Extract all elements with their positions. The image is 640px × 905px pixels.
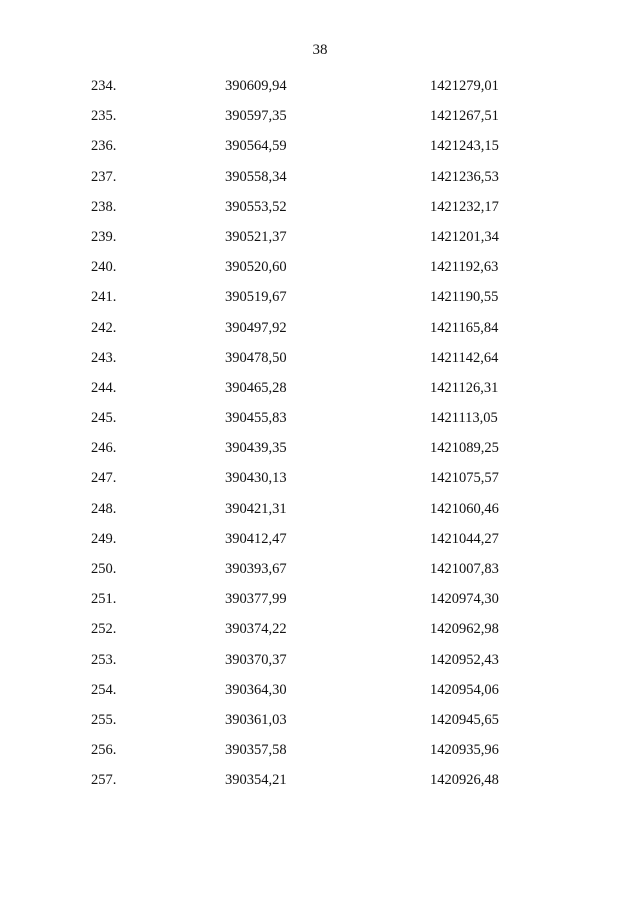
y-coordinate: 1421113,05 [430, 410, 498, 427]
coordinates-table [0, 70, 640, 795]
table-row [0, 100, 640, 130]
y-coordinate: 1421192,63 [430, 259, 499, 276]
y-coordinate: 1421044,27 [430, 530, 499, 547]
x-coordinate: 390377,99 [225, 591, 287, 608]
y-coordinate: 1421075,57 [430, 470, 499, 487]
row-number: 252. [91, 621, 117, 638]
y-coordinate: 1420926,48 [430, 772, 499, 789]
row-number: 248. [91, 500, 117, 517]
y-coordinate: 1420954,06 [430, 681, 499, 698]
x-coordinate: 390597,35 [225, 108, 287, 125]
table-row [0, 130, 640, 160]
table-row [0, 764, 640, 794]
y-coordinate: 1421201,34 [430, 228, 499, 245]
x-coordinate: 390520,60 [225, 259, 287, 276]
table-row [0, 402, 640, 432]
x-coordinate: 390478,50 [225, 349, 287, 366]
x-coordinate: 390374,22 [225, 621, 287, 638]
y-coordinate: 1421236,53 [430, 168, 499, 185]
row-number: 241. [91, 289, 117, 306]
row-number: 242. [91, 319, 117, 336]
row-number: 254. [91, 681, 117, 698]
row-number: 247. [91, 470, 117, 487]
row-number: 243. [91, 349, 117, 366]
table-row [0, 674, 640, 704]
table-row [0, 462, 640, 492]
x-coordinate: 390364,30 [225, 681, 287, 698]
x-coordinate: 390609,94 [225, 78, 287, 94]
y-coordinate: 1421007,83 [430, 561, 499, 577]
y-coordinate: 1421243,15 [430, 138, 499, 155]
table-row [0, 583, 640, 613]
x-coordinate: 390558,34 [225, 168, 287, 185]
x-coordinate: 390439,35 [225, 440, 287, 457]
row-number: 236. [91, 138, 117, 155]
row-number: 256. [91, 742, 117, 759]
y-coordinate: 1421060,46 [430, 500, 499, 517]
x-coordinate: 390412,47 [225, 530, 287, 547]
table-row [0, 553, 640, 583]
row-number: 246. [91, 440, 117, 457]
table-row [0, 342, 640, 372]
table-row [0, 161, 640, 191]
x-coordinate: 390357,58 [225, 742, 287, 759]
table-row [0, 493, 640, 523]
page-number: 38 [312, 42, 328, 58]
y-coordinate: 1421089,25 [430, 440, 499, 457]
table-row [0, 251, 640, 281]
row-number: 251. [91, 591, 117, 608]
table-row [0, 312, 640, 342]
x-coordinate: 390421,31 [225, 500, 287, 517]
row-number: 257. [91, 772, 117, 789]
x-coordinate: 390370,37 [225, 651, 287, 668]
row-number: 250. [91, 561, 117, 577]
table-row [0, 644, 640, 674]
x-coordinate: 390455,83 [225, 410, 287, 427]
table-row [0, 734, 640, 764]
row-number: 249. [91, 530, 117, 547]
y-coordinate: 1421190,55 [430, 289, 499, 306]
y-coordinate: 1420935,96 [430, 742, 499, 759]
row-number: 237. [91, 168, 117, 185]
table-row [0, 70, 640, 100]
x-coordinate: 390354,21 [225, 772, 287, 789]
y-coordinate: 1420962,98 [430, 621, 499, 638]
table-row [0, 191, 640, 221]
y-coordinate: 1421126,31 [430, 379, 499, 396]
table-row [0, 432, 640, 462]
y-coordinate: 1421267,51 [430, 108, 499, 125]
table-row [0, 523, 640, 553]
row-number: 244. [91, 379, 117, 396]
x-coordinate: 390564,59 [225, 138, 287, 155]
x-coordinate: 390521,37 [225, 228, 287, 245]
y-coordinate: 1420974,30 [430, 591, 499, 608]
table-row [0, 613, 640, 643]
row-number: 235. [91, 108, 117, 125]
y-coordinate: 1421279,01 [430, 78, 499, 94]
table-row [0, 281, 640, 311]
y-coordinate: 1421232,17 [430, 198, 499, 215]
y-coordinate: 1420952,43 [430, 651, 499, 668]
y-coordinate: 1420945,65 [430, 711, 499, 728]
row-number: 240. [91, 259, 117, 276]
x-coordinate: 390497,92 [225, 319, 287, 336]
table-row [0, 221, 640, 251]
x-coordinate: 390519,67 [225, 289, 287, 306]
table-row [0, 372, 640, 402]
row-number: 238. [91, 198, 117, 215]
row-number: 245. [91, 410, 117, 427]
row-number: 255. [91, 711, 117, 728]
x-coordinate: 390465,28 [225, 379, 287, 396]
row-number: 253. [91, 651, 117, 668]
table-row [0, 704, 640, 734]
row-number: 239. [91, 228, 117, 245]
x-coordinate: 390393,67 [225, 561, 287, 577]
x-coordinate: 390430,13 [225, 470, 287, 487]
y-coordinate: 1421142,64 [430, 349, 499, 366]
y-coordinate: 1421165,84 [430, 319, 499, 336]
row-number: 234. [91, 78, 117, 94]
x-coordinate: 390361,03 [225, 711, 287, 728]
x-coordinate: 390553,52 [225, 198, 287, 215]
